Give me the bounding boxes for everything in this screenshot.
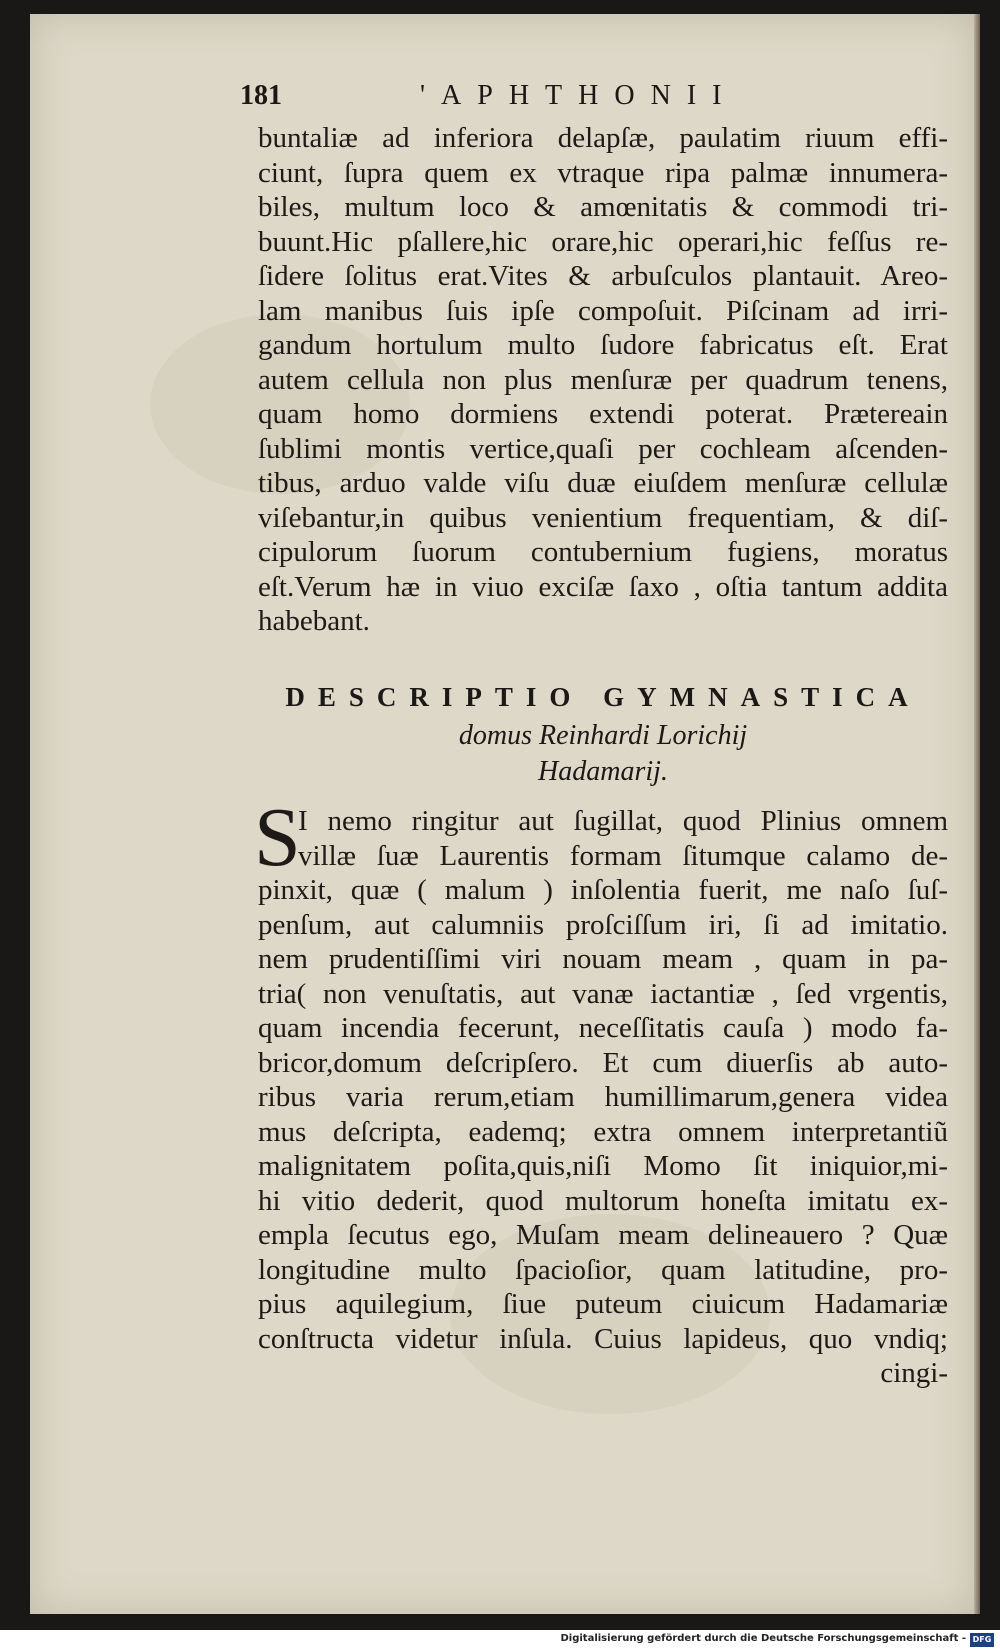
text-line: autem cellula non plus menſuræ per quadrum tenens, (258, 363, 948, 396)
heading-subtitle: domus Reinhardi Lorichij (458, 720, 748, 751)
dfg-logo: DFG (970, 1633, 994, 1647)
text-line: hi vitio dederit, quod multorum honeſta imitatu ex- (258, 1184, 948, 1217)
page-edge (974, 14, 980, 1614)
text-line: lam manibus ſuis ipſe compoſuit. Piſcinam ad irri- (258, 294, 948, 327)
text-line: penſum, aut calumniis proſciſſum iri, ſi ad imitatio. (258, 908, 948, 941)
text-line: habebant. (258, 605, 370, 637)
drop-cap: S (254, 791, 301, 884)
text-line: buunt.Hic pſallere,hic orare,hic operari,hic feſſus re- (258, 225, 948, 258)
text-line: cipulorum ſuorum contubernium fugiens, moratus (258, 536, 948, 568)
text-line: eſt.Verum hæ in viuo exciſæ ſaxo , oſtia tantum addita (258, 570, 948, 603)
text-line: quam homo dormiens extendi poterat. Prætereain (258, 398, 948, 430)
text-line: malignitatem poſita,quis,niſi Momo ſit iniquior,mi- (258, 1150, 948, 1182)
heading-subtitle-2: Hadamarij. (538, 756, 668, 787)
running-title: 'APHTHONII (420, 80, 738, 111)
text-line: pius aquilegium, ſiue puteum ciuicum Hadamariæ (258, 1288, 948, 1320)
footer-credit: Digitalisierung gefördert durch die Deutsche Forschungsgemeinschaft - (560, 1633, 966, 1644)
text-line: villæ ſuæ Laurentis formam ſitumque calamo de- (298, 839, 948, 872)
paragraph-2 (258, 804, 948, 1391)
text-line: pinxit, quæ ( malum ) inſolentia fuerit, me naſo ſuſ- (258, 874, 948, 906)
text-line: tibus, arduo valde viſu duæ eiuſdem menſuræ cellulæ (258, 467, 948, 499)
text-line: viſebantur,in quibus venientium frequentiam, & diſ- (258, 501, 948, 534)
text-line: ribus varia rerum,etiam humillimarum,genera videa (258, 1081, 948, 1113)
text-line: I nemo ringitur aut ſugillat, quod Plinius omnem (298, 805, 948, 837)
catchword: cingi- (880, 1357, 948, 1389)
page-number: 181 (240, 80, 282, 111)
text-line: mus deſcripta, eademq; extra omnem interpretantiũ (258, 1115, 948, 1148)
heading-title: DESCRIPTIO GYMNASTICA (285, 682, 921, 712)
text-line: gandum hortulum multo ſudore fabricatus eſt. Erat (258, 329, 948, 361)
text-line: biles, multum loco & amœnitatis & commodi tri- (258, 191, 948, 223)
section-heading (258, 682, 948, 792)
text-line: ſublimi montis vertice,quaſi per cochleam aſcenden- (258, 432, 948, 465)
text-line: ciunt, ſupra quem ex vtraque ripa palmæ innumera- (258, 156, 948, 189)
text-line: nem prudentiſſimi viri nouam meam , quam in pa- (258, 943, 948, 975)
text-line: tria( non venuſtatis, aut vanæ iactantiæ , ſed vrgentis, (258, 977, 948, 1010)
text-line: empla ſecutus ego, Muſam meam delineauero ? Quæ (258, 1219, 948, 1251)
paragraph-1 (258, 121, 948, 639)
text-line: bricor,domum deſcripſero. Et cum diuerſis ab auto- (258, 1046, 948, 1079)
text-line: buntaliæ ad inferiora delapſæ, paulatim riuum effi- (258, 122, 948, 154)
text-line: conſtructa videtur inſula. Cuius lapideus, quo vndiq; (258, 1322, 948, 1355)
text-line: ſidere ſolitus erat.Vites & arbuſculos plantauit. Areo- (258, 260, 948, 292)
digitization-footer (0, 1630, 1000, 1651)
text-line: quam incendia fecerunt, neceſſitatis cauſa ) modo fa- (258, 1012, 948, 1044)
text-line: longitudine multo ſpacioſior, quam latitudine, pro- (258, 1253, 948, 1286)
running-head (240, 80, 940, 120)
